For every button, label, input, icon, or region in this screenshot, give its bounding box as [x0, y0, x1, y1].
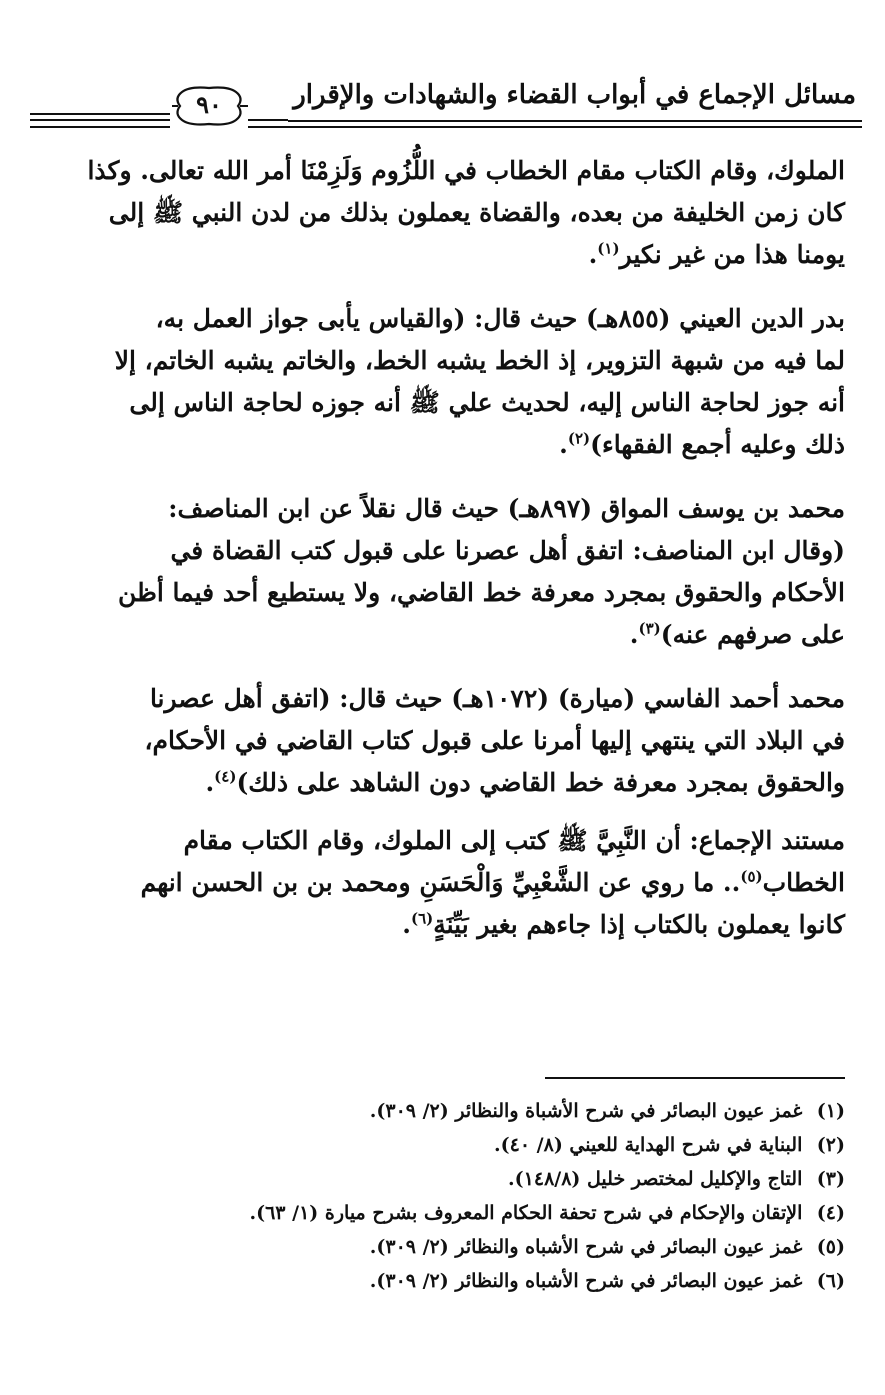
footnote-ref-6[interactable]: (٦) — [410, 909, 434, 928]
mustanad-label: مستند الإجماع — [698, 826, 845, 855]
mustanad-line-2b: .. ما روي عن الشَّعْبِيِّ وَالْحَسَنِ ومحمد بن بن الحسن انهم — [140, 868, 741, 897]
paragraph-2-line-2: لما فيه من شبهة التزوير، إذ الخط يشبه الخط، والخاتم يشبه الخاتم، إلا — [114, 346, 845, 375]
header-title: مسائل الإجماع في أبواب القضاء والشهادات والإقرار — [293, 80, 856, 110]
page-number: ٩٠ — [196, 90, 222, 119]
main-text — [37, 150, 845, 946]
footnote-4 — [37, 1196, 845, 1230]
footnote-number: (٤) — [816, 1202, 845, 1224]
footnote-text: غمز عيون البصائر في شرح الأشباه والنظائر (٢/ ٣٠٩). — [369, 1270, 803, 1292]
footnote-separator — [545, 1077, 845, 1079]
mustanad-line-2a: الخطاب — [762, 868, 845, 897]
footnote-2 — [37, 1128, 845, 1162]
footnote-text: البناية في شرح الهداية للعيني (٨/ ٤٠). — [494, 1134, 803, 1156]
paragraph-2-line-3: أنه جوز لحاجة الناس إليه، لحديث علي ﷺ أنه جوزه لحاجة الناس إلى — [129, 388, 845, 417]
paragraph-3-line-1: محمد بن يوسف المواق (٨٩٧هـ) حيث قال نقلاً عن ابن المناصف: — [168, 494, 845, 523]
paragraph-2-line-4: ذلك وعليه أجمع الفقهاء) — [590, 430, 845, 459]
paragraph-3-line-2: (وقال ابن المناصف: اتفق أهل عصرنا على قبول كتب القضاة في — [170, 536, 845, 565]
header-ornament-left — [30, 96, 170, 126]
paragraph-1-line-2: كان زمن الخليفة من بعده، والقضاة يعملون بذلك من لدن النبي ﷺ إلى — [108, 198, 845, 227]
footnote-ref-5[interactable]: (٥) — [740, 867, 763, 886]
footnote-number: (٥) — [816, 1236, 845, 1258]
footnotes — [37, 1094, 845, 1298]
footnote-ref-3[interactable]: (٣) — [638, 619, 661, 638]
paragraph-3: محمد بن يوسف المواق (٨٩٧هـ) حيث قال نقلاً عن ابن المناصف: (وقال ابن المناصف: اتفق أهل عصرنا على قبول كتب القضاة في الأحكام والحقوق بمجرد معرفة خط القاضي، ولا يستطيع أحد فيما أظن على صرفهم عنه)$^{(٣)}$. — [117, 494, 845, 649]
footnote-ref-2[interactable]: (٢) — [567, 429, 591, 448]
footnote-number: (٢) — [816, 1134, 845, 1156]
header-ornament-right — [248, 96, 288, 126]
mustanad-line-3: كانوا يعملون بالكتاب إذا جاءهم بغير بَيِّنَةٍ — [433, 910, 845, 939]
footnote-1 — [37, 1094, 845, 1128]
paragraph-4-line-3: والحقوق بمجرد معرفة خط القاضي دون الشاهد على ذلك) — [236, 768, 845, 797]
footnote-ref-1[interactable]: (١) — [597, 239, 620, 258]
paragraph-3-line-4: على صرفهم عنه) — [660, 620, 845, 649]
footnote-number: (٣) — [816, 1168, 845, 1190]
footnote-number: (٦) — [816, 1270, 845, 1292]
paragraph-4: محمد أحمد الفاسي (ميارة) (١٠٧٢هـ) حيث قال: (اتفق أهل عصرنا في البلاد التي ينتهي إليها أمرنا على قبول كتاب القاضي في الأحكام، والحقوق بمجرد معرفة خط القاضي دون الشاهد على ذلك)$^{(٤)}$. — [144, 684, 845, 797]
running-header — [30, 78, 862, 134]
footnote-3 — [37, 1162, 845, 1196]
footnote-number: (١) — [816, 1100, 845, 1122]
footnote-6 — [37, 1264, 845, 1298]
paragraph-4-line-1: محمد أحمد الفاسي (ميارة) (١٠٧٢هـ) حيث قال: (اتفق أهل عصرنا — [149, 684, 845, 713]
paragraph-4-line-2: في البلاد التي ينتهي إليها أمرنا على قبول كتاب القاضي في الأحكام، — [144, 726, 845, 755]
paragraph-3-line-3: الأحكام والحقوق بمجرد معرفة خط القاضي، ولا يستطيع أحد فيما أظن — [117, 578, 845, 607]
mustanad-line-1: : أن النَّبِيَّ ﷺ كتب إلى الملوك، وقام الكتاب مقام — [183, 826, 699, 855]
footnote-text: غمز عيون البصائر في شرح الأشباة والنظائر (٢/ ٣٠٩). — [369, 1100, 803, 1122]
footnote-ref-4[interactable]: (٤) — [214, 767, 237, 786]
paragraph-1-line-3: يومنا هذا من غير نكير — [619, 240, 845, 269]
header-rule-bottom — [30, 126, 862, 128]
paragraph-2-line-1: بدر الدين العيني (٨٥٥هـ) حيث قال: (والقياس يأبى جواز العمل به، — [155, 304, 845, 333]
footnote-5 — [37, 1230, 845, 1264]
footnote-text: غمز عيون البصائر في شرح الأشباه والنظائر (٢/ ٣٠٩). — [369, 1236, 803, 1258]
header-rule-top — [288, 120, 862, 122]
footnote-text: الإتقان والإحكام في شرح تحفة الحكام المعروف بشرح ميارة (١/ ٦٣). — [249, 1202, 803, 1224]
paragraph-2: بدر الدين العيني (٨٥٥هـ) حيث قال: (والقياس يأبى جواز العمل به، لما فيه من شبهة التزوير، إذ الخط يشبه الخط، والخاتم يشبه الخاتم، إلا أنه جوز لحاجة الناس إليه، لحديث علي ﷺ أنه جوزه لحاجة الناس إلى ذلك وعليه أجمع الفقهاء)$^{(٢)}$. — [114, 304, 845, 459]
paragraph-mustanad: مستند الإجماع: أن النَّبِيَّ ﷺ كتب إلى الملوك، وقام الكتاب مقام الخطاب$^{(٥)}$.. ما روي عن الشَّعْبِيِّ وَالْحَسَنِ ومحمد بن بن الحسن انهم كانوا يعملون بالكتاب إذا جاءهم بغير بَيِّنَةٍ$^{(٦)}$. — [140, 826, 845, 939]
paragraph-1: الملوك، وقام الكتاب مقام الخطاب في اللُّزُوم وَلَزِمْنَا أمر الله تعالى. وكذا كان زمن الخليفة من بعده، والقضاة يعملون بذلك من لدن النبي ﷺ إلى يومنا هذا من غير نكير$^{(١)}$. — [87, 156, 845, 269]
page-number-frame — [170, 84, 248, 128]
footnote-text: التاج والإكليل لمختصر خليل (١٤٨/٨). — [508, 1168, 803, 1190]
paragraph-1-line-1: الملوك، وقام الكتاب مقام الخطاب في اللُّزُوم وَلَزِمْنَا أمر الله تعالى. وكذا — [87, 156, 845, 185]
